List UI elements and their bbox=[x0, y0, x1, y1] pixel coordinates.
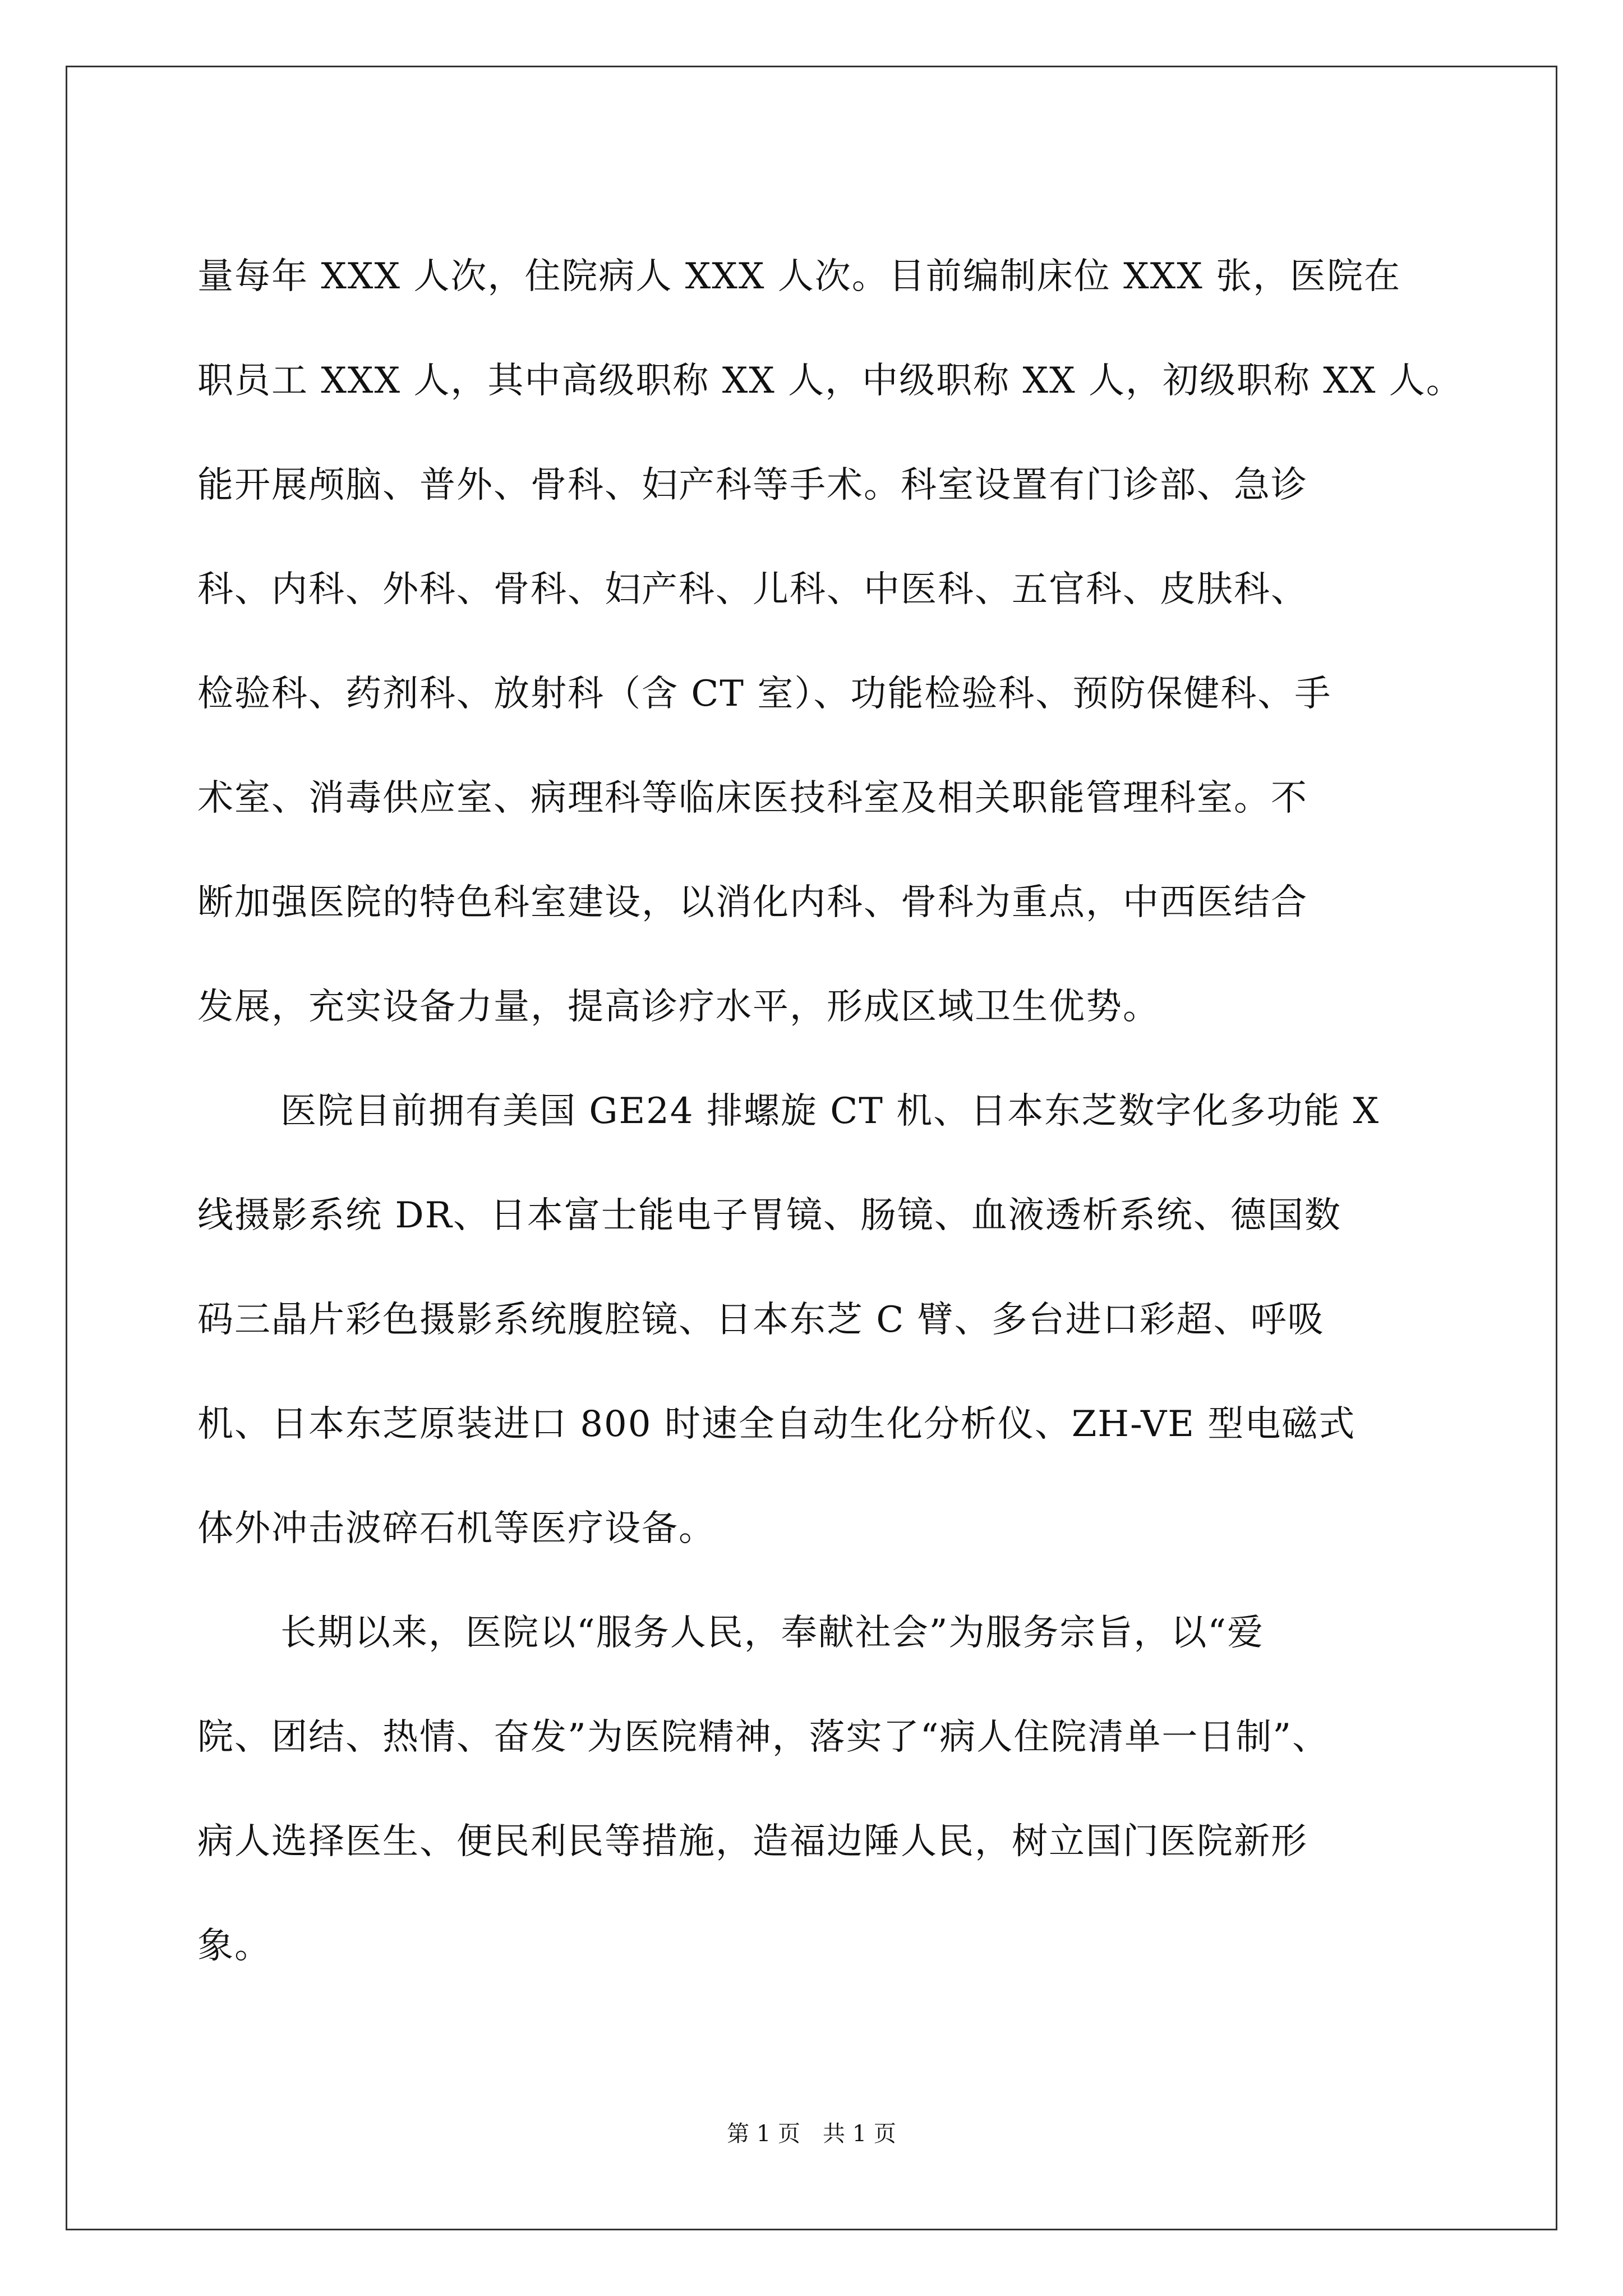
paragraph-1 bbox=[197, 224, 1463, 1059]
text-line: 断加强医院的特色科室建设，以消化内科、骨科为重点，中西医结合 bbox=[197, 882, 1308, 923]
text-line: 能开展颅脑、普外、骨科、妇产科等手术。科室设置有门诊部、急诊 bbox=[197, 464, 1308, 506]
text-line: 科、内科、外科、骨科、妇产科、儿科、中医科、五官科、皮肤科、 bbox=[197, 569, 1308, 610]
document-body bbox=[197, 224, 1463, 1998]
text-line: 线摄影系统 DR、日本富士能电子胃镜、肠镜、血液透析系统、德国数 bbox=[197, 1195, 1341, 1236]
text-line: 机、日本东芝原装进口 800 时速全自动生化分析仪、ZH-VE 型电磁式 bbox=[197, 1404, 1356, 1445]
text-line: 发展，充实设备力量，提高诊疗水平，形成区域卫生优势。 bbox=[197, 986, 1160, 1028]
text-line: 量每年 XXX 人次，住院病人 XXX 人次。目前编制床位 XXX 张，医院在 bbox=[197, 256, 1401, 297]
text-line: 码三晶片彩色摄影系统腹腔镜、日本东芝 C 臂、多台进口彩超、呼吸 bbox=[197, 1299, 1325, 1341]
text-line: 象。 bbox=[197, 1925, 271, 1967]
text-line: 医院目前拥有美国 GE24 排螺旋 CT 机、日本东芝数字化多功能 X bbox=[280, 1091, 1380, 1132]
text-line: 长期以来，医院以“服务人民，奉献社会”为服务宗旨，以“爱 bbox=[280, 1612, 1265, 1654]
page-footer: 第 1 页 共 1 页 bbox=[727, 2121, 896, 2147]
text-line: 检验科、药剂科、放射科（含 CT 室）、功能检验科、预防保健科、手 bbox=[197, 673, 1332, 715]
text-line: 术室、消毒供应室、病理科等临床医技科室及相关职能管理科室。不 bbox=[197, 777, 1308, 819]
text-line: 职员工 XXX 人，其中高级职称 XX 人，中级职称 XX 人，初级职称 XX 人。 bbox=[197, 360, 1463, 402]
text-line: 体外冲击波碎石机等医疗设备。 bbox=[197, 1508, 716, 1549]
paragraph-3 bbox=[197, 1581, 1454, 1998]
paragraph-2 bbox=[197, 1059, 1454, 1581]
text-line: 病人选择医生、便民利民等措施，造福边陲人民，树立国门医院新形 bbox=[197, 1821, 1308, 1862]
text-line: 院、团结、热情、奋发”为医院精神，落实了“病人住院清单一日制”、 bbox=[197, 1717, 1330, 1758]
